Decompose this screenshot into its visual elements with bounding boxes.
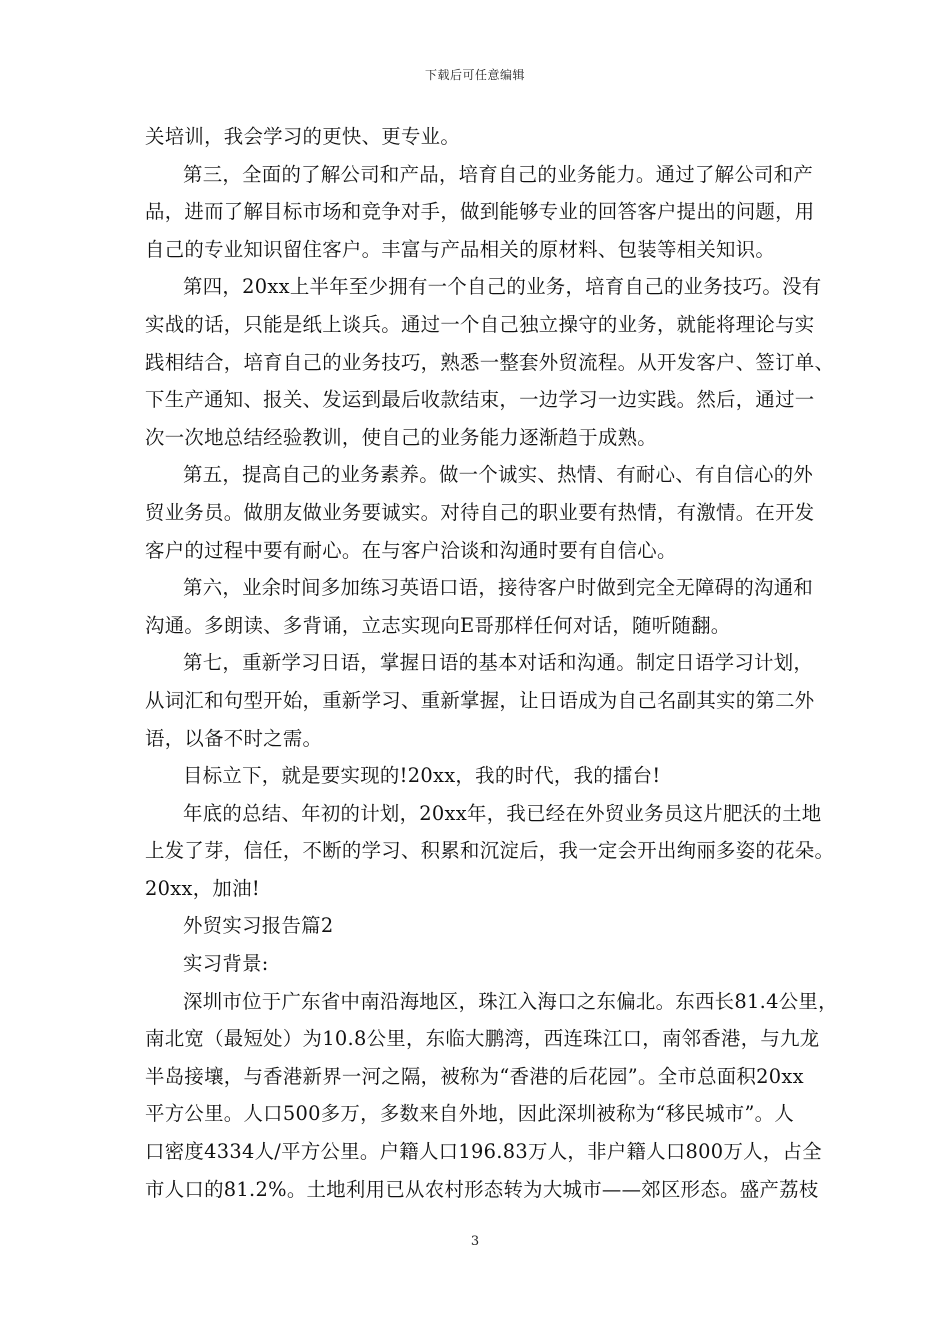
text-line: 第七，重新学习日语，掌握日语的基本对话和沟通。制定日语学习计划， [183, 651, 814, 675]
document-body [145, 118, 838, 1208]
text-line: 自己的专业知识留住客户。丰富与产品相关的原材料、包装等相关知识。 [145, 237, 776, 261]
text-line: 语，以备不时之需。 [145, 726, 323, 750]
text-line: 践相结合，培育自己的业务技巧，熟悉一整套外贸流程。从开发客户、签订单、 [145, 350, 835, 374]
text-line: 20xx，加油! [145, 876, 260, 900]
text-line: 外贸实习报告篇2 [183, 914, 334, 938]
text-line: 实习背景: [183, 952, 269, 976]
text-line: 年底的总结、年初的计划，20xx年，我已经在外贸业务员这片肥沃的土地 [183, 801, 822, 825]
text-line: 品，进而了解目标市场和竞争对手，做到能够专业的回答客户提出的问题，用 [145, 200, 815, 224]
text-line: 南北宽（最短处）为10.8公里，东临大鹏湾，西连珠江口，南邻香港，与九龙 [145, 1027, 820, 1051]
text-line: 第六，业余时间多加练习英语口语，接待客户时做到完全无障碍的沟通和 [183, 576, 814, 600]
text-line: 贸业务员。做朋友做业务要诚实。对待自己的职业要有热情，有激情。在开发 [145, 500, 815, 524]
text-line: 次一次地总结经验教训，使自己的业务能力逐渐趋于成熟。 [145, 425, 657, 449]
text-line: 深圳市位于广东省中南沿海地区，珠江入海口之东偏北。东西长81.4公里， [183, 989, 838, 1013]
text-line: 从词汇和句型开始，重新学习、重新掌握，让日语成为自己名副其实的第二外 [145, 688, 815, 712]
text-line: 第四，20xx上半年至少拥有一个自己的业务，培育自己的业务技巧。没有 [183, 275, 822, 299]
text-line: 半岛接壤，与香港新界一河之隔，被称为“香港的后花园”。全市总面积20xx [145, 1064, 804, 1088]
text-line: 口密度4334人/平方公里。户籍人口196.83万人，非户籍人口800万人，占全 [145, 1140, 822, 1164]
text-line: 第五，提高自己的业务素养。做一个诚实、热情、有耐心、有自信心的外 [183, 463, 814, 487]
text-line: 平方公里。人口500多万，多数来自外地，因此深圳被称为“移民城市”。人 [145, 1102, 795, 1126]
text-line: 目标立下，就是要实现的!20xx，我的时代，我的擂台! [183, 764, 661, 788]
text-line: 上发了芽，信任，不断的学习、积累和沉淀后，我一定会开出绚丽多姿的花朵。 [145, 839, 835, 863]
text-line: 下生产通知、报关、发运到最后收款结束，一边学习一边实践。然后，通过一 [145, 388, 815, 412]
text-line: 市人口的81.2%。土地利用已从农村形态转为大城市——郊区形态。盛产荔枝 [145, 1177, 819, 1201]
text-line: 关培训，我会学习的更快、更专业。 [145, 125, 461, 148]
text-line: 客户的过程中要有耐心。在与客户洽谈和沟通时要有自信心。 [145, 538, 677, 562]
page-header: 下载后可任意编辑 [424, 68, 525, 82]
text-line: 沟通。多朗读、多背诵，立志实现向E哥那样任何对话，随听随翻。 [145, 613, 731, 637]
page-number: 3 [470, 1234, 480, 1249]
text-line: 实战的话，只能是纸上谈兵。通过一个自己独立操守的业务，就能将理论与实 [145, 312, 815, 336]
text-line: 第三，全面的了解公司和产品，培育自己的业务能力。通过了解公司和产 [183, 162, 814, 186]
